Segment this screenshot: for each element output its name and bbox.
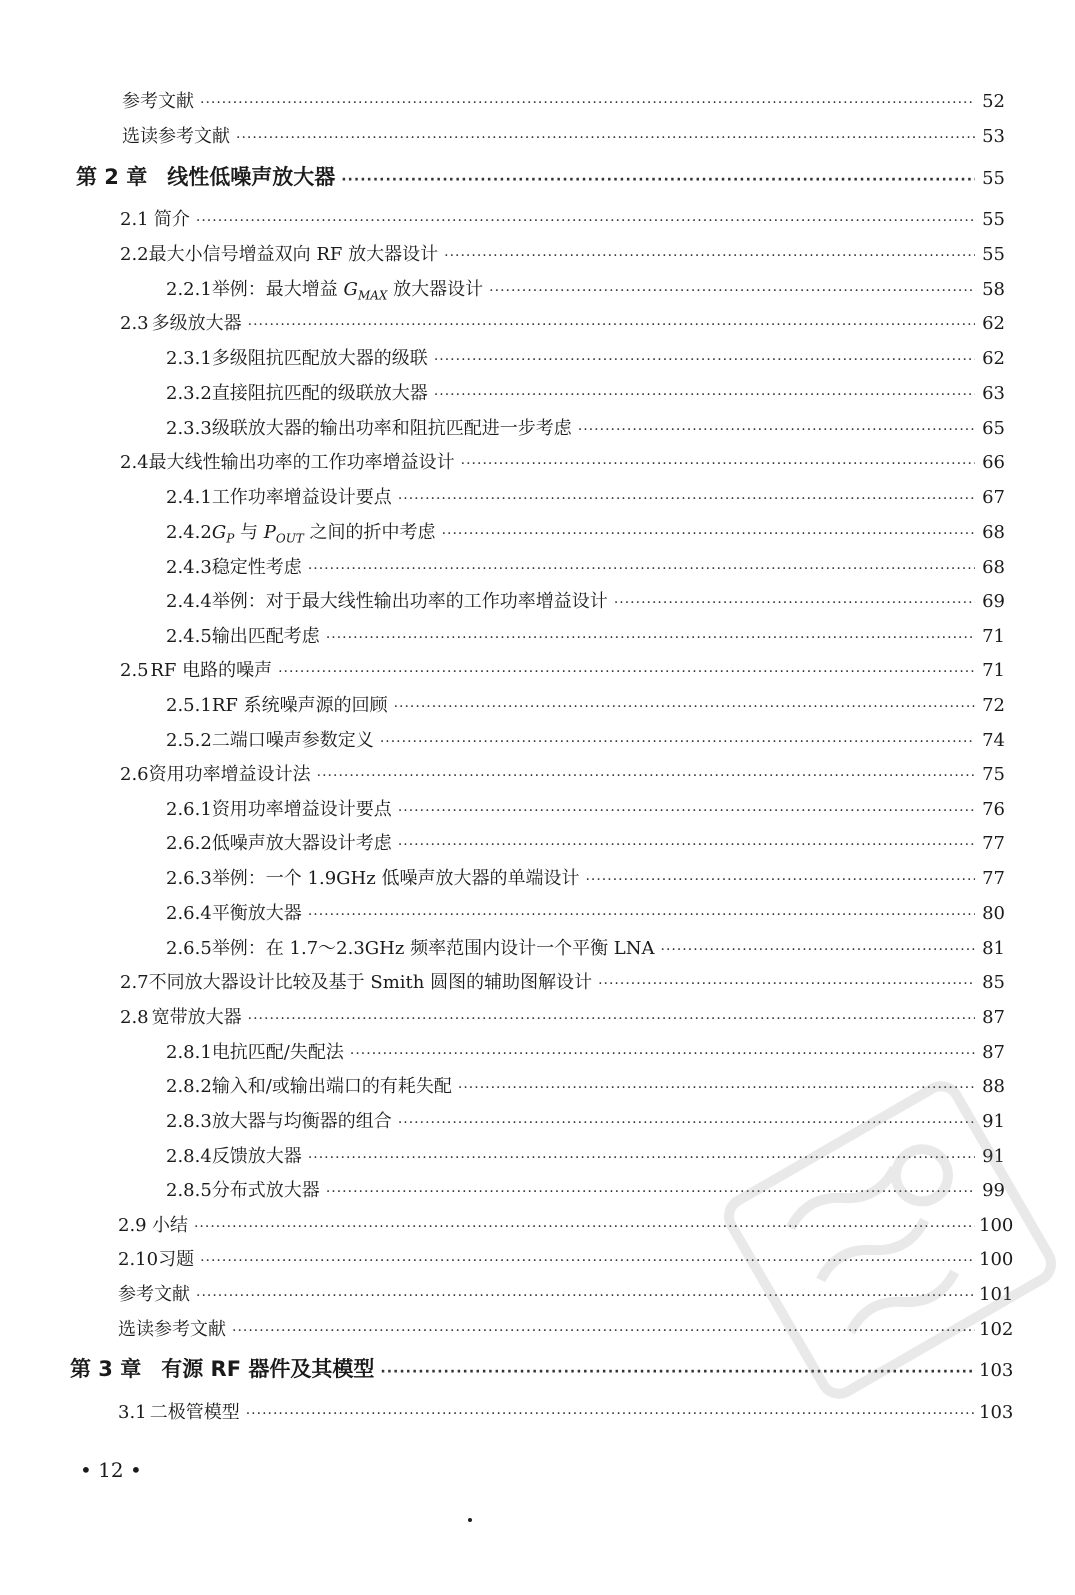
toc-leader-dots — [236, 126, 975, 150]
toc-leader-dots — [398, 487, 975, 511]
toc-leader-dots — [341, 168, 975, 192]
toc-section-number: 2.2 — [120, 244, 149, 265]
toc-page-number: 76 — [982, 799, 1005, 820]
toc-entry[interactable] — [166, 486, 1005, 511]
toc-section-number: 2.8.4 — [166, 1146, 212, 1167]
toc-entry[interactable] — [118, 1214, 1014, 1239]
toc-page-number: 99 — [982, 1180, 1005, 1201]
toc-section-number: 第 2 章 — [76, 165, 148, 189]
toc-leader-dots — [194, 1215, 975, 1239]
toc-leader-dots — [278, 660, 975, 684]
toc-leader-dots — [661, 938, 976, 962]
toc-section-title: 举例：对于最大线性输出功率的工作功率增益设计 — [211, 591, 608, 612]
toc-section-title: 选读参考文献 — [122, 126, 230, 147]
toc-leader-dots — [380, 730, 975, 754]
toc-section-title: 直接阻抗匹配的级联放大器 — [211, 383, 428, 404]
toc-section-title: 举例：一个 1.9GHz 低噪声放大器的单端设计 — [211, 868, 580, 889]
toc-leader-dots — [317, 764, 975, 788]
toc-section-number: 2.8.2 — [166, 1076, 212, 1097]
toc-page-number: 101 — [979, 1284, 1014, 1305]
toc-section-number: 2.6.1 — [166, 799, 212, 820]
toc-leader-dots — [458, 1076, 975, 1100]
toc-leader-dots — [308, 557, 975, 581]
toc-page-number: 88 — [982, 1076, 1005, 1097]
toc-section-title: 参考文献 — [122, 91, 194, 112]
toc-entry[interactable] — [166, 1075, 1005, 1100]
toc-leader-dots — [326, 1180, 975, 1204]
toc-entry[interactable] — [166, 417, 1005, 442]
page-number: • 12 • — [80, 1458, 142, 1482]
toc-entry[interactable] — [166, 1179, 1005, 1204]
toc-leader-dots — [232, 1319, 975, 1343]
toc-section-title: 电抗匹配/失配法 — [211, 1042, 344, 1063]
toc-section-number: 2.4.5 — [166, 626, 212, 647]
toc-page-number: 87 — [982, 1042, 1005, 1063]
toc-section-number: 2.5.2 — [166, 730, 212, 751]
toc-section-number: 2.3.1 — [166, 348, 212, 369]
toc-entry[interactable] — [118, 1283, 1014, 1308]
toc-page-number: 69 — [982, 591, 1005, 612]
toc-section-number: 2.8.3 — [166, 1111, 212, 1132]
toc-entry[interactable] — [118, 1318, 1014, 1343]
toc-page-number: 71 — [982, 626, 1005, 647]
toc-section-number: 2.3.3 — [166, 418, 212, 439]
toc-leader-dots — [246, 1402, 975, 1426]
toc-entry[interactable] — [120, 312, 1005, 337]
toc-section-title: 级联放大器的输出功率和阻抗匹配进一步考虑 — [211, 418, 572, 439]
toc-section-title: RF 电路的噪声 — [150, 660, 273, 681]
toc-section-number: 2.6.2 — [166, 833, 212, 854]
toc-section-title: 分布式放大器 — [211, 1180, 320, 1201]
toc-section-number: 2.10 — [118, 1249, 159, 1270]
toc-leader-dots — [434, 348, 975, 372]
toc-section-title: 举例：在 1.7～2.3GHz 频率范围内设计一个平衡 LNA — [211, 938, 655, 959]
toc-section-title: 多级阻抗匹配放大器的级联 — [211, 348, 428, 369]
toc-entry[interactable] — [166, 694, 1005, 719]
toc-page-number: 58 — [982, 279, 1005, 300]
toc-section-title: 放大器与均衡器的组合 — [211, 1111, 392, 1132]
toc-entry[interactable] — [166, 625, 1005, 650]
toc-section-title: 线性低噪声放大器 — [167, 165, 336, 189]
toc-entry[interactable] — [120, 208, 1005, 233]
toc-leader-dots — [200, 1249, 975, 1273]
toc-section-title: 小结 — [151, 1215, 188, 1236]
toc-leader-dots — [248, 313, 975, 337]
toc-section-number: 2.9 — [118, 1215, 147, 1236]
toc-section-title: 不同放大器设计比较及基于 Smith 圆图的辅助图解设计 — [148, 972, 593, 993]
toc-section-title: 举例：最大增益 $G_{MAX}$ 放大器设计 — [211, 279, 484, 303]
toc-leader-dots — [326, 626, 975, 650]
toc-chapter-entry[interactable] — [70, 1357, 1014, 1384]
toc-entry[interactable] — [122, 90, 1005, 115]
toc-entry[interactable] — [120, 763, 1005, 788]
toc-section-number: 2.8 — [120, 1007, 149, 1028]
toc-leader-dots — [248, 1007, 975, 1031]
toc-section-title: 二极管模型 — [149, 1402, 240, 1423]
toc-entry[interactable] — [166, 590, 1005, 615]
toc-entry[interactable] — [166, 1041, 1005, 1066]
toc-leader-dots — [461, 452, 975, 476]
toc-leader-dots — [434, 383, 975, 407]
toc-page-number: 65 — [982, 418, 1005, 439]
toc-leader-dots — [444, 244, 975, 268]
toc-section-number: 2.2.1 — [166, 279, 212, 300]
toc-section-title: 工作功率增益设计要点 — [211, 487, 392, 508]
toc-page-number: 62 — [982, 348, 1005, 369]
toc-section-number: 2.4.3 — [166, 557, 212, 578]
toc-entry[interactable] — [166, 902, 1005, 927]
toc-page-number: 103 — [979, 1360, 1014, 1381]
toc-section-number: 2.6.4 — [166, 903, 212, 924]
toc-section-number: 2.5.1 — [166, 695, 212, 716]
toc-leader-dots — [308, 1146, 975, 1170]
toc-entry[interactable] — [166, 937, 1005, 962]
toc-section-number: 2.3.2 — [166, 383, 212, 404]
toc-page-number: 55 — [982, 244, 1005, 265]
toc-section-title: 平衡放大器 — [211, 903, 302, 924]
toc-section-number: 2.6.3 — [166, 868, 212, 889]
toc-entry[interactable] — [166, 556, 1005, 581]
toc-page-number: 63 — [982, 383, 1005, 404]
toc-section-title: 输出匹配考虑 — [211, 626, 320, 647]
toc-section-number: 2.4 — [120, 452, 149, 473]
toc-entry[interactable] — [166, 729, 1005, 754]
toc-section-number: 2.8.5 — [166, 1180, 212, 1201]
toc-entry[interactable] — [122, 125, 1005, 150]
toc-entry[interactable] — [166, 278, 1005, 308]
toc-section-number: 2.8.1 — [166, 1042, 212, 1063]
toc-leader-dots — [196, 1284, 975, 1308]
toc-section-title: 宽带放大器 — [151, 1007, 242, 1028]
toc-section-title: 习题 — [158, 1249, 195, 1270]
toc-section-number: 2.5 — [120, 660, 149, 681]
toc-leader-dots — [398, 833, 975, 857]
toc-leader-dots — [308, 903, 975, 927]
toc-entry[interactable] — [120, 1006, 1005, 1031]
toc-page-number: 68 — [982, 522, 1005, 543]
toc-page-number: 72 — [982, 695, 1005, 716]
toc-entry[interactable] — [166, 832, 1005, 857]
toc-leader-dots — [200, 91, 975, 115]
toc-leader-dots — [196, 209, 975, 233]
toc-page-number: 100 — [979, 1215, 1014, 1236]
toc-entry[interactable] — [120, 659, 1005, 684]
toc-entry[interactable] — [118, 1401, 1014, 1426]
toc-page-number: 68 — [982, 557, 1005, 578]
toc-page-number: 91 — [982, 1111, 1005, 1132]
toc-section-number: 2.4.2 — [166, 522, 212, 543]
toc-page-number: 102 — [979, 1319, 1014, 1340]
toc-section-number: 2.7 — [120, 972, 149, 993]
toc-entry[interactable] — [166, 1145, 1005, 1170]
toc-page-number: 91 — [982, 1146, 1005, 1167]
toc-page-number: 77 — [982, 833, 1005, 854]
toc-entry[interactable] — [166, 521, 1005, 551]
toc-page-number: 66 — [982, 452, 1005, 473]
toc-leader-dots — [614, 591, 975, 615]
toc-page-number: 80 — [982, 903, 1005, 924]
toc-leader-dots — [350, 1042, 975, 1066]
toc-page-number: 81 — [982, 938, 1005, 959]
toc-section-title: 输入和/或输出端口的有耗失配 — [211, 1076, 452, 1097]
toc-page-number: 55 — [982, 209, 1005, 230]
toc-page-number: 52 — [982, 91, 1005, 112]
toc-entry[interactable] — [166, 382, 1005, 407]
toc-leader-dots — [398, 1111, 975, 1135]
toc-chapter-entry[interactable] — [76, 165, 1005, 192]
toc-entry[interactable] — [166, 798, 1005, 823]
scan-artifact-dot — [468, 1518, 472, 1522]
toc-leader-dots — [578, 418, 975, 442]
toc-section-title: 资用功率增益设计要点 — [211, 799, 392, 820]
toc-page-number: 103 — [979, 1402, 1014, 1423]
toc-page-number: 71 — [982, 660, 1005, 681]
toc-page-number: 75 — [982, 764, 1005, 785]
toc-page-number: 55 — [982, 168, 1005, 189]
toc-page-number: 53 — [982, 126, 1005, 147]
toc-section-number: 2.6 — [120, 764, 149, 785]
toc-section-title: 参考文献 — [118, 1284, 190, 1305]
toc-section-title: 稳定性考虑 — [211, 557, 302, 578]
toc-section-number: 2.6.5 — [166, 938, 212, 959]
toc-page-number: 62 — [982, 313, 1005, 334]
toc-section-title: 选读参考文献 — [118, 1319, 226, 1340]
toc-section-number: 2.3 — [120, 313, 149, 334]
toc-section-number: 2.4.1 — [166, 487, 212, 508]
toc-section-title: 低噪声放大器设计考虑 — [211, 833, 392, 854]
toc-leader-dots — [394, 695, 975, 719]
toc-section-title: 最大小信号增益双向 RF 放大器设计 — [148, 244, 439, 265]
toc-entry[interactable] — [166, 867, 1005, 892]
toc-page-number: 74 — [982, 730, 1005, 751]
toc-leader-dots — [442, 522, 975, 546]
toc-section-title: 最大线性输出功率的工作功率增益设计 — [148, 452, 455, 473]
toc-page-number: 67 — [982, 487, 1005, 508]
toc-leader-dots — [398, 799, 975, 823]
toc-section-title: 二端口噪声参数定义 — [211, 730, 374, 751]
toc-entry[interactable] — [120, 971, 1005, 996]
toc-entry[interactable] — [120, 451, 1005, 476]
toc-section-number: 2.1 — [120, 209, 149, 230]
toc-entry[interactable] — [120, 243, 1005, 268]
toc-entry[interactable] — [118, 1248, 1014, 1273]
toc-section-title: 反馈放大器 — [211, 1146, 302, 1167]
toc-leader-dots — [380, 1360, 975, 1384]
toc-entry[interactable] — [166, 1110, 1005, 1135]
toc-leader-dots — [598, 972, 975, 996]
toc-page-number: 85 — [982, 972, 1005, 993]
toc-page-number: 87 — [982, 1007, 1005, 1028]
toc-entry[interactable] — [166, 347, 1005, 372]
toc-section-title: 资用功率增益设计法 — [148, 764, 311, 785]
toc-page-number: 100 — [979, 1249, 1014, 1270]
toc-section-number: 3.1 — [118, 1402, 147, 1423]
toc-section-number: 2.4.4 — [166, 591, 212, 612]
toc-leader-dots — [585, 868, 975, 892]
toc-section-title: RF 系统噪声源的回顾 — [211, 695, 388, 716]
toc-section-title: $G_P$ 与 $P_{OUT}$ 之间的折中考虑 — [211, 522, 436, 546]
toc-section-title: 有源 RF 器件及其模型 — [161, 1357, 375, 1381]
toc-leader-dots — [489, 279, 975, 303]
toc-page-number: 77 — [982, 868, 1005, 889]
toc-section-number: 第 3 章 — [70, 1357, 142, 1381]
toc-section-title: 多级放大器 — [151, 313, 242, 334]
toc-section-title: 简介 — [153, 209, 190, 230]
